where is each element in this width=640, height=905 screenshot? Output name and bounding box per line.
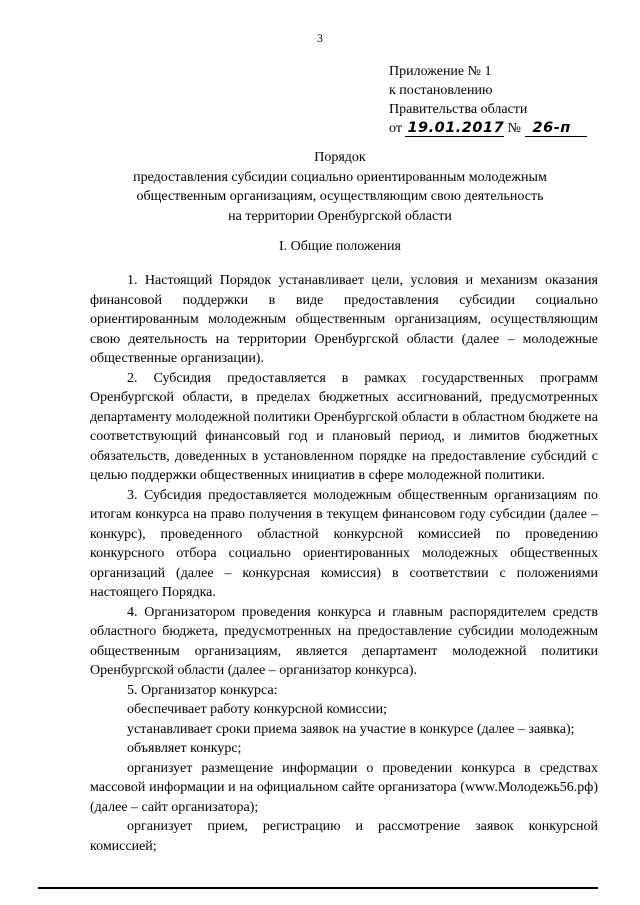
- bottom-rule: [38, 887, 598, 889]
- appendix-date-line: [389, 119, 609, 138]
- number-sign: №: [507, 121, 522, 136]
- paragraph-4: 4. Организатором проведения конкурса и главным распорядителем средств областного бюджета, предусмотренных на предоставление субсидии молодежным общественным организациям, является департамент молодежной политики Оренбургской области (далее – организатор конкурса).: [90, 604, 598, 678]
- document-body: [90, 271, 598, 856]
- list-item-ensures-work: обеспечивает работу конкурсной комиссии;: [127, 702, 388, 717]
- title-line-4: на территории Оренбургской области: [228, 208, 452, 224]
- paragraph-1: 1. Настоящий Порядок устанавливает цели, условия и механизм оказания финансовой поддержки в виде предоставления субсидии социально ориентированным молодежным общественным организациям, осуществляющим свою деятельность на территории Оренбургской области (далее – молодежные общественные организации).: [90, 273, 598, 366]
- title-line-3: общественным организациям, осуществляющим свою деятельность: [136, 189, 544, 204]
- appendix-resolution-ref: к постановлению: [389, 83, 493, 98]
- appendix-title: Приложение № 1: [389, 64, 492, 79]
- list-item-announces: объявляет конкурс;: [127, 741, 242, 756]
- paragraph-5: 5. Организатор конкурса:: [127, 682, 278, 698]
- list-item-sets-deadlines: устанавливает сроки приема заявок на участие в конкурсе (далее – заявка);: [127, 721, 575, 737]
- paragraph-3: 3. Субсидия предоставляется молодежным общественным организациям по итогам конкурса на право получения в текущем финансовом году субсидии (далее – конкурс), проведенного областной конкурсной комиссией по проведению конкурсного отбора социально ориентированных молодежных общественных организаций (далее – конкурсная комиссия) в соответствии с положениями настоящего Порядка.: [90, 487, 598, 600]
- document-title: [60, 148, 620, 226]
- appendix-government: Правительства области: [389, 102, 528, 117]
- paragraph-2: 2. Субсидия предоставляется в рамках государственных программ Оренбургской области, в пределах бюджетных ассигнований, предусмотренных департаменту молодежной политики Оренбургской области в областном бюджете на соответствующий финансовый год и плановый период, и лимитов бюджетных обязательств, доведенных в установленном порядке на предоставление субсидий с целью поддержки общественных инициатив в сфере молодежной политики.: [90, 370, 598, 483]
- date-prefix: от: [389, 121, 402, 136]
- title-line-2: предоставления субсидии социально ориентированным молодежным: [133, 169, 547, 185]
- section-heading: I. Общие положения: [279, 239, 401, 254]
- handwritten-number: 26-п: [525, 121, 587, 137]
- list-item-publishes-info: организует размещение информации о проведении конкурса в средствах массовой информации и на официальном сайте организатора (www.Молодежь56.рф) (далее – сайт организатора);: [90, 760, 598, 815]
- list-item-organizes-intake: организует прием, регистрацию и рассмотрение заявок конкурсной комиссией;: [90, 819, 598, 854]
- handwritten-date: 19.01.2017: [407, 120, 505, 136]
- appendix-block: [389, 62, 609, 138]
- title-line-1: Порядок: [314, 150, 366, 165]
- page-number: 3: [317, 33, 323, 45]
